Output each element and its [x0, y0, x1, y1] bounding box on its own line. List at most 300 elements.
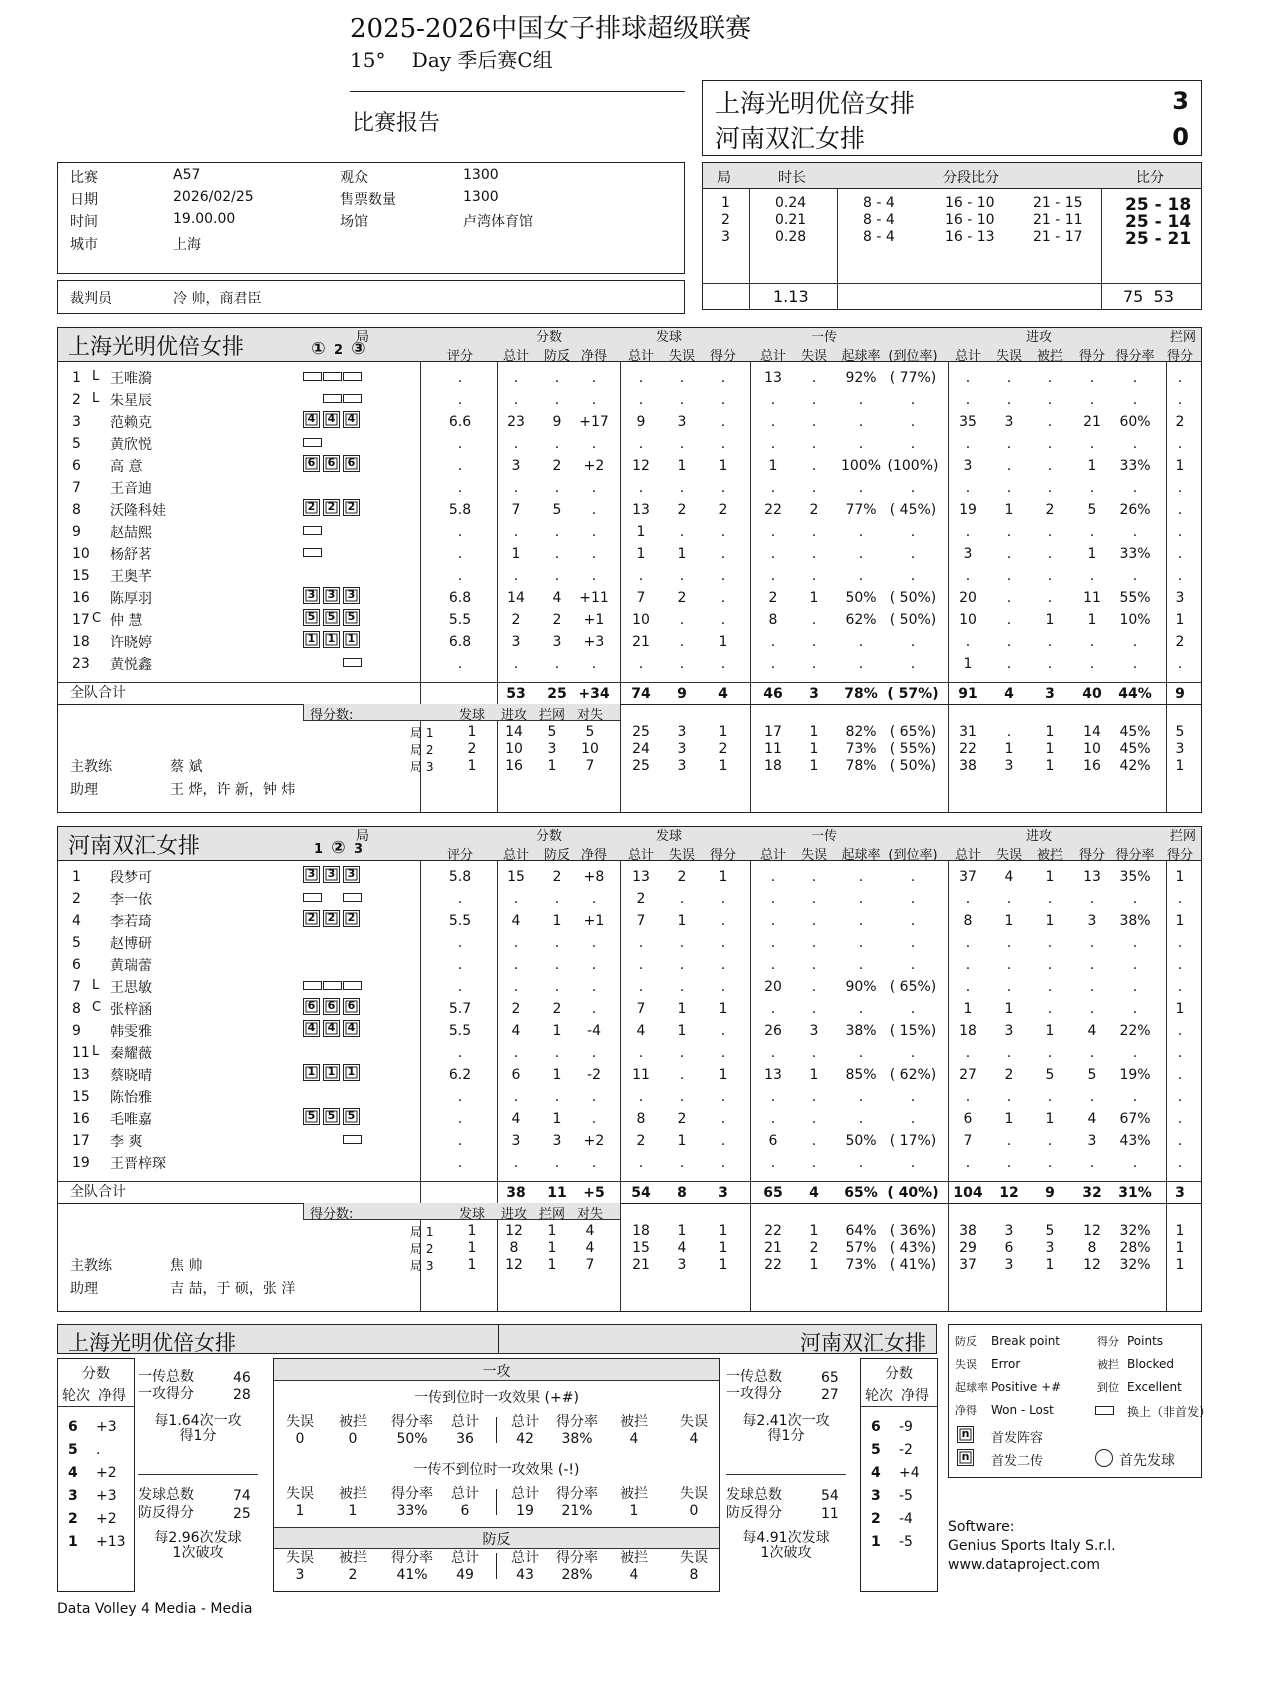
set-stat-cell: 3 [1004, 1223, 1014, 1239]
stat-cell: 8 [963, 913, 973, 929]
start-position-icon: 6 [303, 455, 320, 472]
group-serve: 发球 [656, 829, 683, 844]
stat-cell: 5.5 [448, 913, 472, 929]
stat-cell: 12 [632, 458, 650, 474]
stat-cell: . [679, 370, 685, 386]
stat-cell: . [858, 634, 864, 650]
column-head: 失误 [668, 848, 695, 863]
legend-box [948, 1324, 1212, 1478]
stat-cell: . [811, 1111, 817, 1127]
stat-cell: . [679, 436, 685, 452]
stat-cell: 4 [511, 913, 521, 929]
stat-cell: 21 [1083, 414, 1101, 430]
set-stat-cell: 1 [718, 1223, 728, 1239]
substitute-icon [343, 658, 362, 667]
total-cell: 25 [547, 686, 567, 702]
stat-cell: . [679, 891, 685, 907]
stat-cell: . [1132, 370, 1138, 386]
stat-cell: . [811, 458, 817, 474]
legend-key: 被拦 [1097, 1358, 1119, 1371]
stat-cell: . [457, 370, 463, 386]
start-position-icon: 1 [303, 1064, 320, 1081]
set-stat-cell: 1 [1175, 1240, 1185, 1256]
set-score-cell: 4 [585, 1223, 595, 1239]
rotation-net: +2 [96, 1465, 117, 1481]
divider [726, 1474, 846, 1475]
total-cell: 31% [1118, 1185, 1152, 1201]
stat-cell: . [457, 436, 463, 452]
software-url: www.dataproject.com [948, 1557, 1100, 1573]
report-label: 比赛报告 [352, 111, 441, 136]
stat-cell: . [638, 979, 644, 995]
stat-cell: . [1006, 612, 1012, 628]
report-title: 2025-2026中国女子排球超级联赛 [350, 14, 752, 44]
set-stat-cell: 1 [1175, 1223, 1185, 1239]
stat-cell: 1 [1087, 612, 1097, 628]
player-number: 2 [72, 392, 81, 408]
mid-head: 失误 [286, 1550, 314, 1566]
stat-cell: 50% [845, 590, 877, 606]
stat-cell: . [1177, 436, 1183, 452]
set-stat-cell: 29 [959, 1240, 977, 1256]
stat-cell: . [1177, 656, 1183, 672]
stat-cell: (100%) [887, 458, 939, 474]
player-number: 7 [72, 979, 81, 995]
start-position-icon: 4 [303, 411, 320, 428]
stat-cell: ( 65%) [889, 979, 937, 995]
stat-cell: . [1089, 568, 1095, 584]
stat-cell: . [679, 935, 685, 951]
legend-key: 起球率 [955, 1381, 988, 1394]
stat-cell: . [638, 392, 644, 408]
good-reception-title: 一传到位时一攻效果 (+#) [414, 1390, 579, 1406]
set-stat-cell: 8 [1087, 1240, 1097, 1256]
stat-cell: 2 [1175, 414, 1185, 430]
stat-cell: 6 [963, 1111, 973, 1127]
set-score-cell: 1 [467, 1257, 477, 1273]
stat-cell: . [1089, 1045, 1095, 1061]
table-header [58, 328, 1201, 362]
set-stat-cell: 1 [718, 1240, 728, 1256]
stat-cell: . [554, 568, 560, 584]
stat-cell: . [910, 436, 916, 452]
home-team-stats-table [57, 327, 1202, 813]
stat-cell: 35 [959, 414, 977, 430]
away-team-stats-table [57, 826, 1202, 1312]
player-role: L [92, 1044, 100, 1059]
partial-8: 8 - 4 [863, 212, 895, 228]
player-number: 23 [72, 656, 90, 672]
total-cell: 91 [958, 686, 978, 702]
stat-cell: . [1047, 480, 1053, 496]
set-row-label: 局 1 [410, 1225, 434, 1239]
divider [703, 283, 1201, 284]
set-stat-cell: 1 [1045, 758, 1055, 774]
stat-cell: +2 [583, 458, 605, 474]
rotation-number: 6 [68, 1419, 78, 1435]
set-score-cell: 1 [467, 758, 477, 774]
partial-16: 16 - 10 [945, 212, 995, 228]
total-cell: +34 [578, 686, 610, 702]
divider [58, 704, 1201, 705]
set-stat-cell: 1 [809, 741, 819, 757]
column-head: 起球率 [841, 349, 881, 364]
stat-cell: . [638, 935, 644, 951]
legend-start-lineup: 首发阵容 [991, 1431, 1044, 1446]
set-score-cell: 8 [509, 1240, 519, 1256]
stat-cell: 4 [511, 1023, 521, 1039]
stat-cell: . [965, 634, 971, 650]
stat-cell: . [965, 392, 971, 408]
partial-21: 21 - 17 [1033, 229, 1083, 245]
group-block: 拦网 [1170, 330, 1197, 345]
stat-cell: . [720, 1111, 726, 1127]
player-name: 黄悦鑫 [110, 657, 152, 673]
stat-cell: . [858, 546, 864, 562]
mid-value: 4 [689, 1431, 699, 1447]
player-name: 赵博研 [110, 936, 152, 952]
stat-cell: -4 [587, 1023, 601, 1039]
stat-cell: . [1177, 480, 1183, 496]
stat-cell: . [858, 1155, 864, 1171]
total-points: 75 53 [1123, 287, 1174, 306]
total-cell: 44% [1118, 686, 1152, 702]
stat-cell: 2 [552, 869, 562, 885]
legend-desc: Blocked [1127, 1357, 1175, 1371]
stat-cell: . [910, 1155, 916, 1171]
rec-total-label: 一传总数 [726, 1369, 782, 1385]
stat-cell: 3 [1087, 913, 1097, 929]
stat-cell: . [910, 1045, 916, 1061]
stat-cell: 2 [552, 612, 562, 628]
start-position-icon: 2 [303, 910, 320, 927]
player-name: 李一依 [110, 892, 152, 908]
stat-cell: 1 [718, 458, 728, 474]
set-stat-cell: 1 [809, 758, 819, 774]
mid-value: 19 [516, 1503, 534, 1519]
stat-cell: 4 [636, 1023, 646, 1039]
stat-cell: . [591, 1111, 597, 1127]
column-head: 起球率 [841, 848, 881, 863]
serve-total: 54 [821, 1488, 839, 1504]
player-name: 朱星辰 [110, 393, 152, 409]
score-head: 对失 [576, 1207, 603, 1222]
stat-cell: . [910, 392, 916, 408]
stat-cell: 85% [845, 1067, 877, 1083]
info-label-2: 场馆 [340, 214, 368, 230]
set-stat-cell: 12 [1083, 1257, 1101, 1273]
total-cell: 8 [677, 1185, 687, 1201]
set-row-label: 局 2 [410, 743, 434, 757]
stat-cell: . [720, 935, 726, 951]
stat-cell: ( 17%) [889, 1133, 937, 1149]
stat-cell: 18 [959, 1023, 977, 1039]
info-label-2: 售票数量 [340, 192, 396, 208]
player-name: 王音迪 [110, 481, 152, 497]
total-cell: 3 [809, 686, 819, 702]
stat-cell: 1 [718, 1067, 728, 1083]
stat-cell: . [1006, 546, 1012, 562]
stat-cell: . [513, 436, 519, 452]
stat-cell: . [811, 414, 817, 430]
stat-cell: . [1177, 568, 1183, 584]
set-stat-cell: 18 [632, 1223, 650, 1239]
stat-cell: 9 [552, 414, 562, 430]
legend-key: 防反 [955, 1335, 977, 1348]
player-number: 10 [72, 546, 90, 562]
set-stat-cell: 25 [632, 724, 650, 740]
stat-cell: . [1047, 979, 1053, 995]
start-position-icon: 3 [323, 587, 340, 604]
player-number: 4 [72, 913, 81, 929]
mid-value: 0 [689, 1503, 699, 1519]
stat-cell: . [770, 480, 776, 496]
stat-cell: . [770, 913, 776, 929]
set-score-cell: 4 [585, 1240, 595, 1256]
stat-cell: . [1047, 957, 1053, 973]
stat-cell: ( 62%) [889, 1067, 937, 1083]
set-header-duration: 时长 [778, 170, 806, 186]
stat-cell: 8 [768, 612, 778, 628]
stat-cell: ( 77%) [889, 370, 937, 386]
stat-cell: . [770, 546, 776, 562]
stat-cell: . [965, 891, 971, 907]
stat-cell: . [858, 1111, 864, 1127]
set-stat-cell: 3 [1045, 1240, 1055, 1256]
stat-cell: . [1047, 370, 1053, 386]
set-score: 25 - 14 [1125, 212, 1192, 232]
stat-cell: . [554, 524, 560, 540]
stat-cell: 3 [511, 634, 521, 650]
set-number: 2 [721, 212, 730, 228]
mid-head: 失误 [286, 1414, 314, 1430]
total-cell: 4 [809, 1185, 819, 1201]
stat-cell: . [1089, 1001, 1095, 1017]
mid-value: 4 [629, 1431, 639, 1447]
stat-cell: . [1047, 458, 1053, 474]
stat-cell: . [965, 568, 971, 584]
set-score-cell: 1 [467, 1223, 477, 1239]
stat-cell: . [679, 1067, 685, 1083]
stat-cell: . [591, 436, 597, 452]
stat-cell: 20 [959, 590, 977, 606]
teams-score-box [702, 80, 1202, 156]
stat-cell: . [513, 370, 519, 386]
mid-value: 1 [348, 1503, 358, 1519]
stat-cell: 14 [507, 590, 525, 606]
stat-cell: 1 [1175, 458, 1185, 474]
stat-cell: ( 50%) [889, 590, 937, 606]
mid-value: 50% [396, 1431, 428, 1447]
player-number: 1 [72, 869, 81, 885]
stat-cell: . [1006, 480, 1012, 496]
stat-cell: . [591, 370, 597, 386]
stat-cell: 2 [718, 502, 728, 518]
stat-cell: . [591, 392, 597, 408]
stat-cell: . [638, 370, 644, 386]
set-stat-cell: 1 [1045, 741, 1055, 757]
set-stat-cell: 3 [677, 724, 687, 740]
start-position-icon: 6 [323, 455, 340, 472]
split-line [496, 1489, 497, 1515]
stat-cell: . [770, 935, 776, 951]
set-stat-cell: 1 [1004, 741, 1014, 757]
stat-cell: 10% [1119, 612, 1151, 628]
stat-cell: 3 [1175, 590, 1185, 606]
stat-cell: . [720, 568, 726, 584]
stat-cell: . [811, 436, 817, 452]
stat-cell: 10 [959, 612, 977, 628]
column-head: 总计 [759, 349, 786, 364]
stat-cell: . [1132, 656, 1138, 672]
mid-head: 被拦 [620, 1550, 648, 1566]
stat-cell: 1 [636, 546, 646, 562]
stat-cell: 4 [1087, 1111, 1097, 1127]
stat-cell: . [1132, 979, 1138, 995]
stat-cell: . [1177, 1089, 1183, 1105]
start-position-icon: 3 [323, 866, 340, 883]
stat-cell: . [965, 436, 971, 452]
set-stat-cell: 3 [677, 741, 687, 757]
mid-value: 0 [295, 1431, 305, 1447]
att-pts-label: 一攻得分 [726, 1386, 782, 1402]
start-position-icon: 2 [323, 910, 340, 927]
column-head: 得分率 [1115, 349, 1155, 364]
player-name: 王奥芊 [110, 569, 152, 585]
player-name: 李若琦 [110, 914, 152, 930]
mid-head: 被拦 [620, 1486, 648, 1502]
stat-cell: 1 [1045, 1111, 1055, 1127]
mid-value: 42 [516, 1431, 534, 1447]
stat-cell: +1 [583, 612, 605, 628]
score-head: 发球 [458, 708, 485, 723]
start-position-icon: 3 [303, 587, 320, 604]
stat-cell: . [910, 524, 916, 540]
stat-cell: . [679, 634, 685, 650]
column-head: 净得 [580, 349, 607, 364]
stat-cell: . [513, 935, 519, 951]
stat-cell: 3 [963, 546, 973, 562]
player-number: 13 [72, 1067, 90, 1083]
table-header [58, 827, 1201, 861]
stat-cell: . [770, 869, 776, 885]
set-stat-cell: 3 [677, 1257, 687, 1273]
stat-cell: 5 [552, 502, 562, 518]
divider [58, 1406, 134, 1407]
rotation-number: 1 [68, 1534, 78, 1550]
stat-cell: . [965, 1045, 971, 1061]
stat-cell: . [720, 612, 726, 628]
set-stat-cell: 42% [1119, 758, 1151, 774]
mid-head: 总计 [451, 1486, 479, 1502]
stat-cell: 15 [507, 869, 525, 885]
stat-cell: . [1047, 1045, 1053, 1061]
stat-cell: . [1177, 502, 1183, 518]
stat-cell: . [679, 612, 685, 628]
mid-head: 总计 [511, 1486, 539, 1502]
stat-cell: . [965, 957, 971, 973]
stat-cell: . [811, 935, 817, 951]
stat-cell: . [858, 869, 864, 885]
set-row-label: 局 1 [410, 726, 434, 740]
player-name: 王思敏 [110, 980, 152, 996]
stat-cell: . [554, 436, 560, 452]
stat-cell: . [1177, 370, 1183, 386]
stat-cell: 92% [845, 370, 877, 386]
mid-head: 被拦 [620, 1414, 648, 1430]
mid-value: 43 [516, 1567, 534, 1583]
ratio-1: 每1.64次一攻 [154, 1413, 242, 1429]
stat-cell: 1 [1045, 1023, 1055, 1039]
counter-attack-title: 防反 [482, 1532, 511, 1548]
coach-name: 焦 帅 [170, 1258, 203, 1274]
stat-cell: . [1006, 1133, 1012, 1149]
stat-cell: 1 [718, 869, 728, 885]
stat-cell: . [1089, 979, 1095, 995]
stat-cell: 50% [845, 1133, 877, 1149]
set-stat-cell: . [1006, 724, 1012, 740]
stat-cell: . [513, 957, 519, 973]
stat-cell: . [1132, 634, 1138, 650]
stat-cell: . [910, 1001, 916, 1017]
team-name: 河南双汇女排 [68, 834, 201, 859]
player-role: C [92, 1000, 102, 1015]
column-head: 总计 [627, 848, 654, 863]
stat-cell: . [1132, 392, 1138, 408]
stat-cell: . [591, 502, 597, 518]
stat-cell: . [1089, 370, 1095, 386]
set-number: 3 [721, 229, 730, 245]
set-stat-cell: 64% [845, 1223, 877, 1239]
total-label: 全队合计 [70, 685, 126, 701]
stat-cell: +1 [583, 913, 605, 929]
partial-16: 16 - 10 [945, 195, 995, 211]
set-stat-cell: ( 36%) [889, 1223, 937, 1239]
stat-cell: 8 [636, 1111, 646, 1127]
stat-cell: . [1047, 590, 1053, 606]
set-marker: ③ [351, 339, 366, 359]
stat-cell: 33% [1119, 546, 1151, 562]
stat-cell: 5.5 [448, 612, 472, 628]
start-position-icon: 1 [343, 631, 360, 648]
rotation-number: 2 [68, 1511, 78, 1527]
column-head: 评分 [446, 848, 473, 863]
start-position-icon: 1 [343, 1064, 360, 1081]
stat-cell: 7 [636, 1001, 646, 1017]
stat-cell: . [1089, 1155, 1095, 1171]
stat-cell: . [513, 1045, 519, 1061]
stat-cell: . [720, 1045, 726, 1061]
stat-cell: 1 [1045, 913, 1055, 929]
start-position-icon: 4 [303, 1020, 320, 1037]
total-cell: 38 [506, 1185, 526, 1201]
set-stat-cell: 1 [1045, 1257, 1055, 1273]
set-stat-cell: 3 [1004, 758, 1014, 774]
set-stat-cell: 31 [959, 724, 977, 740]
set-header-partials: 分段比分 [943, 170, 999, 186]
divider [861, 1406, 937, 1407]
summary-away-name: 河南双汇女排 [800, 1331, 926, 1355]
stat-cell: . [1047, 1001, 1053, 1017]
substitute-icon [303, 438, 322, 447]
stat-cell: . [858, 524, 864, 540]
player-number: 2 [72, 891, 81, 907]
stat-cell: . [811, 1133, 817, 1149]
stat-cell: . [591, 891, 597, 907]
column-head: 净得 [580, 848, 607, 863]
stat-cell: . [811, 370, 817, 386]
set-stat-cell: ( 41%) [889, 1257, 937, 1273]
